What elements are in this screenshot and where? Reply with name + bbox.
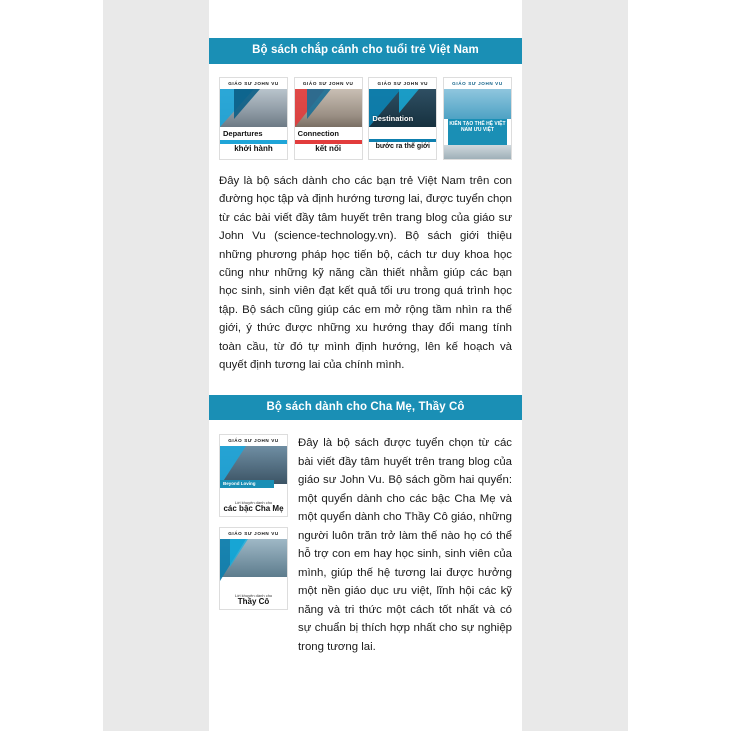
wedge-shape-icon — [399, 89, 419, 113]
book-subtitle: Lời khuyên dành cho — [234, 500, 273, 506]
cover-photo — [220, 446, 287, 484]
page-edge-left — [0, 0, 103, 731]
page-gutter-left — [103, 0, 209, 731]
book-author-label: GIÁO SƯ JOHN VU — [369, 78, 436, 90]
cover-lower-band — [444, 145, 511, 159]
book-author-label: GIÁO SƯ JOHN VU — [220, 528, 287, 540]
book-cover-departures[interactable] — [219, 77, 288, 160]
book-title-vi: KIẾN TẠO THẾ HỆ VIỆT NAM ƯU VIỆT — [448, 119, 507, 145]
cover-photo — [220, 89, 287, 127]
book-title-vi: các bậc Cha Mẹ — [223, 504, 284, 514]
book-cover-kien-tao[interactable] — [443, 77, 512, 160]
wedge-shape-icon — [230, 539, 248, 567]
section-paragraph-parents-teachers: Đây là bộ sách được tuyển chọn từ các bài viết đầy tâm huyết trên trang blog của giáo sư John Vu. Bộ sách gồm hai quyển: một quyển dành cho các bậc Cha Mẹ và một quyển dành cho Thầy Cô giáo, những người luôn trăn trở làm thế nào họ có thể hỗ trợ con em hay học sinh, sinh viên của mình, giúp thế hệ tương lai được hưởng một nền giáo dục ưu việt, lĩnh hội các kỹ năng và tri thức một cách tốt nhất và có sự chuẩn bị thích hợp nhất cho sự nghiệp trong tương lai. — [298, 437, 512, 653]
book-cover-art — [295, 89, 362, 159]
cover-photo — [220, 539, 287, 577]
section-header-parents-teachers: Bộ sách dành cho Cha Mẹ, Thầy Cô — [209, 395, 522, 421]
cover-band — [369, 127, 436, 139]
book-cover-cha-me[interactable] — [219, 434, 288, 517]
book-cover-destination[interactable] — [368, 77, 437, 160]
book-title-vi: bước ra thế giới — [375, 142, 430, 150]
book-covers-row-youth — [209, 64, 522, 160]
book-cover-art — [220, 89, 287, 159]
book-subtitle: Lời khuyên dành cho — [234, 593, 273, 599]
document-content-column — [209, 0, 522, 731]
book-title-en: Destination — [372, 113, 414, 123]
book-cover-connection[interactable] — [294, 77, 363, 160]
book-title-en: Beyond Loving — [220, 480, 274, 488]
cover-photo — [295, 89, 362, 127]
cover-photo — [444, 89, 511, 119]
book-author-label: GIÁO SƯ JOHN VU — [220, 78, 287, 90]
book-author-label: GIÁO SƯ JOHN VU — [444, 78, 511, 90]
book-title-en: Connection — [297, 128, 339, 138]
book-title-vi: khởi hành — [234, 143, 273, 153]
book-author-label: GIÁO SƯ JOHN VU — [295, 78, 362, 90]
section-paragraph-youth: Đây là bộ sách dành cho các bạn trẻ Việt Nam trên con đường học tập và định hướng tương lai, được tuyển chọn từ các bài viết đầy tâm huyết trên trang blog của giáo sư John Vu (science-technology.vn). Bộ sách giới thiệu những phương pháp học tiến bộ, cách tư duy khoa học cũng như những kỹ năng cần thiết nhằm giúp các bạn học sinh, sinh viên đạt kết quả tối ưu trong quá trình học tập. Bộ sách cũng giúp các em mở rộng tầm nhìn ra thế giới, ý thức được những xu hướng thay đổi mang tính toàn cầu, từ đó tự mình định hướng, lên kế hoạch và quyết định tương lai của chính mình. — [219, 174, 512, 372]
book-title-en: Departures — [223, 128, 263, 138]
book-cover-art — [220, 446, 287, 516]
section-body-parents-teachers — [209, 420, 522, 656]
book-cover-art — [369, 89, 436, 159]
page-gutter-right — [522, 0, 628, 731]
book-title-vi: Thầy Cô — [237, 597, 270, 607]
section-header-youth: Bộ sách chắp cánh cho tuổi trẻ Việt Nam — [209, 38, 522, 64]
book-title-vi: kết nối — [315, 143, 342, 153]
book-author-label: GIÁO SƯ JOHN VU — [220, 435, 287, 447]
book-cover-thay-co[interactable] — [219, 527, 288, 610]
page-edge-right — [628, 0, 731, 731]
book-cover-art — [220, 539, 287, 609]
book-cover-art — [444, 89, 511, 159]
wedge-shape-icon — [234, 89, 260, 119]
book-covers-column — [219, 434, 289, 656]
wedge-shape-icon — [307, 89, 331, 119]
